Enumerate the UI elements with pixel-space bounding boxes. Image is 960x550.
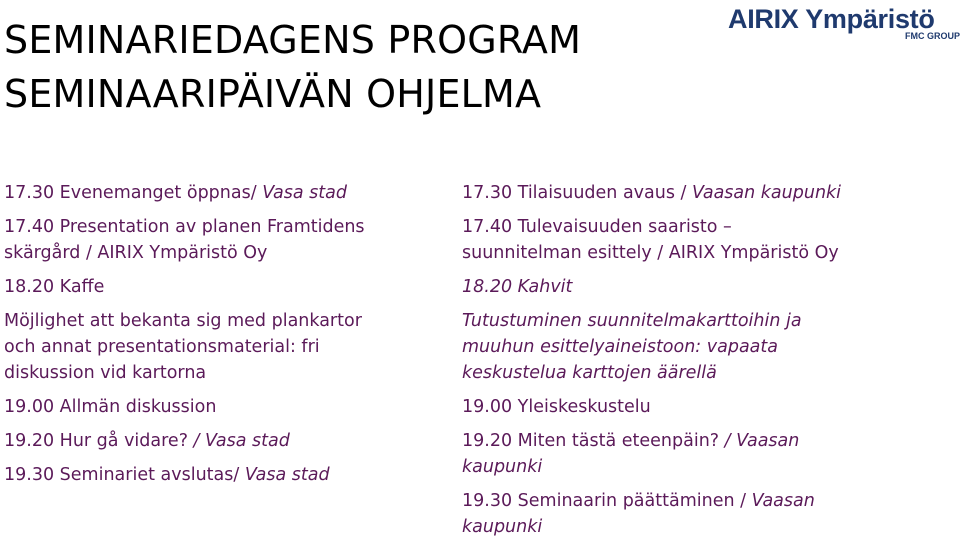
agenda-detail-text: och annat presentationsmaterial: fri: [4, 337, 320, 357]
agenda-time-text: 17.30 Evenemanget öppnas/: [4, 183, 257, 203]
agenda-item-opening-sv: [4, 180, 444, 206]
agenda-host-text: Vasa stad: [239, 465, 330, 485]
page-title-finnish: SEMINAARIPÄIVÄN OHJELMA: [4, 72, 542, 116]
agenda-host-text: Vasa stad: [256, 183, 347, 203]
agenda-time-text: 17.40 Presentation av planen Framtidens: [4, 217, 365, 237]
logo-brand-text: AIRIX Ympäristö: [728, 4, 935, 34]
agenda-detail-text: Möjlighet att bekanta sig med plankartor: [4, 311, 362, 331]
agenda-item-closing-sv: [4, 462, 444, 488]
agenda-detail-text: skärgård / AIRIX Ympäristö Oy: [4, 243, 268, 263]
agenda-detail-text: Tutustuminen suunnitelmakarttoihin ja: [462, 311, 802, 331]
agenda-detail-text: muuhun esittelyaineistoon: vapaata: [462, 337, 778, 357]
agenda-host-text: / Vaasan: [719, 431, 800, 451]
agenda-item-next-steps-sv: [4, 428, 444, 454]
agenda-item-coffee-fi: 18.20 Kahvit: [462, 277, 573, 297]
agenda-detail-text: suunnitelman esittely / AIRIX Ympäristö Oy: [462, 243, 839, 263]
agenda-item-closing-fi: [462, 488, 952, 540]
agenda-item-maps-sv: [4, 308, 444, 386]
agenda-item-maps-fi: [462, 308, 952, 386]
agenda-host-text: kaupunki: [462, 517, 543, 537]
agenda-item-discussion-fi: 19.00 Yleiskeskustelu: [462, 397, 651, 417]
agenda-item-coffee-sv: 18.20 Kaffe: [4, 277, 105, 297]
agenda-item-opening-fi: [462, 180, 952, 206]
airix-logo: [728, 4, 960, 44]
agenda-host-text: kaupunki: [462, 457, 543, 477]
agenda-detail-text: keskustelua karttojen äärellä: [462, 363, 717, 383]
agenda-item-presentation-sv: [4, 214, 444, 266]
program-swedish: [4, 180, 444, 488]
agenda-time-text: 19.20 Miten tästä eteenpäin?: [462, 431, 720, 451]
logo-group-text: FMC GROUP: [905, 31, 960, 41]
agenda-time-text: 19.20 Hur gå vidare?: [4, 431, 188, 451]
program-finnish: [462, 180, 952, 540]
page-title-swedish: SEMINARIEDAGENS PROGRAM: [4, 18, 582, 62]
agenda-time-text: 19.30 Seminariet avslutas/: [4, 465, 240, 485]
agenda-time-text: 17.30 Tilaisuuden avaus /: [462, 183, 687, 203]
agenda-item-next-steps-fi: [462, 428, 952, 480]
agenda-time-text: 19.30 Seminaarin päättäminen /: [462, 491, 747, 511]
agenda-host-text: Vaasan kaupunki: [686, 183, 842, 203]
agenda-host-text: / Vasa stad: [187, 431, 290, 451]
agenda-time-text: 17.40 Tulevaisuuden saaristo –: [462, 217, 732, 237]
agenda-host-text: Vaasan: [746, 491, 815, 511]
agenda-item-discussion-sv: 19.00 Allmän diskussion: [4, 397, 217, 417]
agenda-detail-text: diskussion vid kartorna: [4, 363, 207, 383]
agenda-item-presentation-fi: [462, 214, 952, 266]
